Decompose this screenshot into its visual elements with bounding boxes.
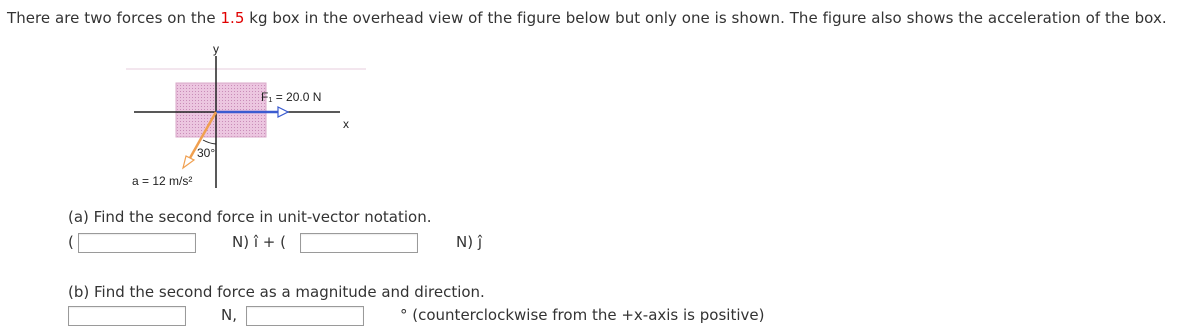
- unit-j-label: N) ĵ: [456, 233, 483, 251]
- accel-arrowhead: [183, 156, 194, 168]
- direction-input[interactable]: [246, 306, 364, 326]
- part-b-prompt: (b) Find the second force as a magnitude and direction.: [68, 283, 485, 301]
- direction-note: ° (counterclockwise from the +x-axis is positive): [400, 306, 765, 324]
- unit-i-label: N) î + (: [232, 233, 286, 251]
- acceleration-label: a = 12 m/s²: [132, 174, 193, 188]
- x-axis-label: x: [343, 117, 349, 131]
- magnitude-unit-label: N,: [221, 306, 237, 324]
- part-a-prompt: (a) Find the second force in unit-vector notation.: [68, 208, 432, 226]
- angle-arc: [203, 140, 216, 144]
- question-suffix: kg box in the overhead view of the figure below but only one is shown. The figure also shows the acceleration of the box.: [244, 9, 1167, 27]
- box: [176, 83, 266, 137]
- angle-label: 30°: [197, 146, 216, 160]
- force-y-input[interactable]: [300, 233, 418, 253]
- magnitude-input[interactable]: [68, 306, 186, 326]
- force-arrowhead: [278, 107, 288, 117]
- question-prefix: There are two forces on the: [7, 9, 221, 27]
- force-x-input[interactable]: [78, 233, 196, 253]
- question-text: [7, 9, 1167, 27]
- mass-value: 1.5: [220, 9, 245, 27]
- part-a-open-paren: (: [68, 233, 74, 251]
- force-diagram-svg: [120, 40, 380, 200]
- faint-guide-line: [126, 68, 366, 70]
- force-diagram: [120, 40, 380, 200]
- force-label: F₁ = 20.0 N: [261, 90, 322, 104]
- y-axis-label: y: [213, 42, 219, 56]
